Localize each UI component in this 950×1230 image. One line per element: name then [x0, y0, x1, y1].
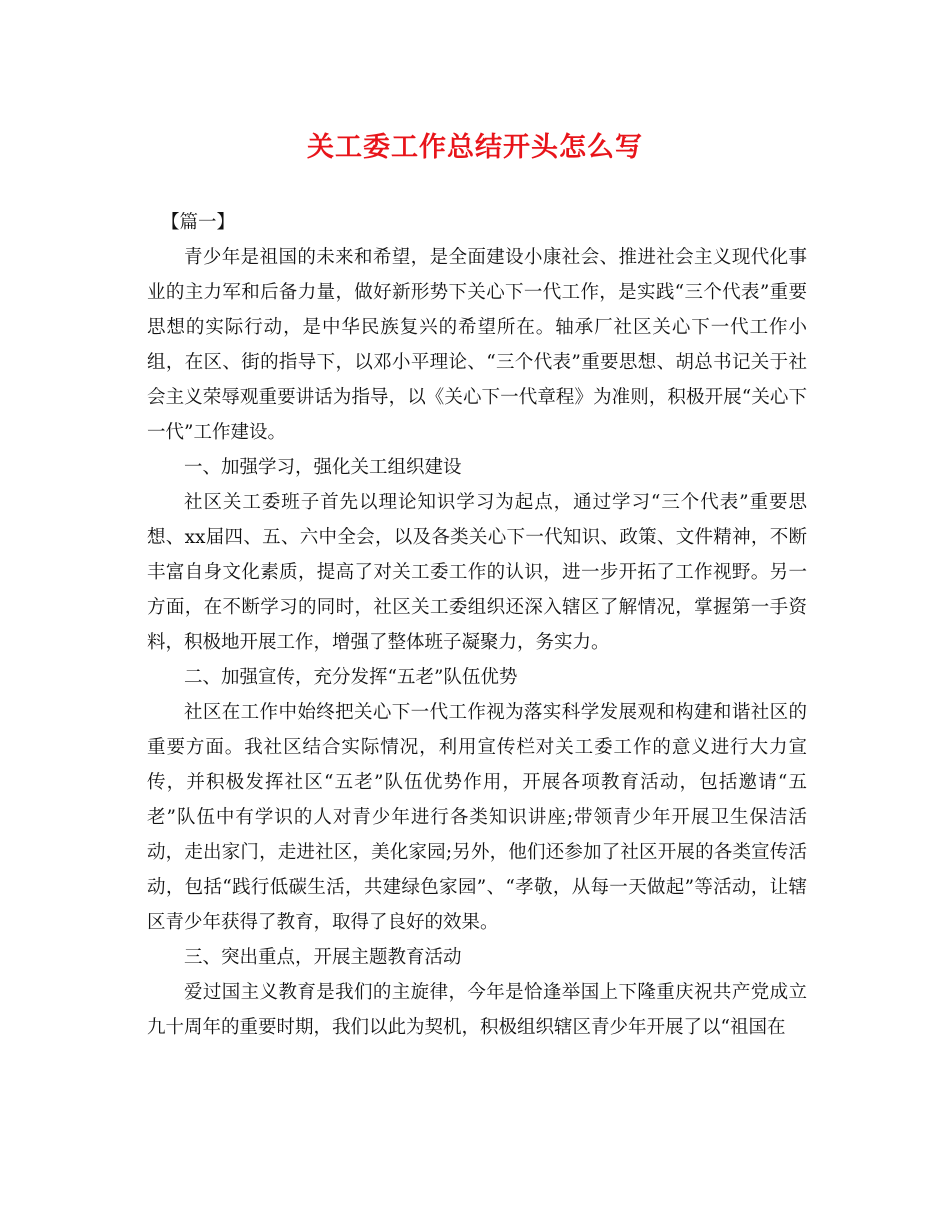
document-body [147, 205, 807, 1045]
paragraph-intro: 青少年是祖国的未来和希望，是全面建设小康社会、推进社会主义现代化事业的主力军和后备力量，做好新形势下关心下一代工作，是实践“三个代表”重要思想的实际行动，是中华民族复兴的希望所在。轴承厂社区关心下一代工作小组，在区、街的指导下，以邓小平理论、“三个代表”重要思想、胡总书记关于社会主义荣辱观重要讲话为指导，以《关心下一代章程》为准则，积极开展“关心下一代”工作建设。 [147, 247, 807, 443]
section-label: 【篇一】 [161, 212, 236, 233]
document-title: 关工委工作总结开头怎么写 [307, 132, 643, 163]
paragraph-study: 社区关工委班子首先以理论知识学习为起点，通过学习“三个代表”重要思想、xx届四、五、六中全会，以及各类关心下一代知识、政策、文件精神，不断丰富自身文化素质，提高了对关工委工作的认识，进一步开拓了工作视野。另一方面，在不断学习的同时，社区关工委组织还深入辖区了解情况，掌握第一手资料，积极地开展工作，增强了整体班子凝聚力，务实力。 [147, 492, 807, 653]
heading-two: 二、加强宣传，充分发挥“五老”队伍优势 [184, 667, 518, 688]
heading-three: 三、突出重点，开展主题教育活动 [184, 947, 462, 968]
paragraph-education: 爱过国主义教育是我们的主旋律，今年是恰逢举国上下隆重庆祝共产党成立九十周年的重要时期，我们以此为契机，积极组织辖区青少年开展了以“祖国在 [147, 982, 807, 1038]
heading-one: 一、加强学习，强化关工组织建设 [184, 457, 462, 478]
paragraph-publicity: 社区在工作中始终把关心下一代工作视为落实科学发展观和构建和谐社区的重要方面。我社区结合实际情况，利用宣传栏对关工委工作的意义进行大力宣传，并积极发挥社区“五老”队伍优势作用，开展各项教育活动，包括邀请“五老”队伍中有学识的人对青少年进行各类知识讲座;带领青少年开展卫生保洁活动，走出家门，走进社区，美化家园;另外，他们还参加了社区开展的各类宣传活动，包括“践行低碳生活，共建绿色家园”、“孝敬，从每一天做起”等活动，让辖区青少年获得了教育，取得了良好的效果。 [147, 702, 807, 933]
